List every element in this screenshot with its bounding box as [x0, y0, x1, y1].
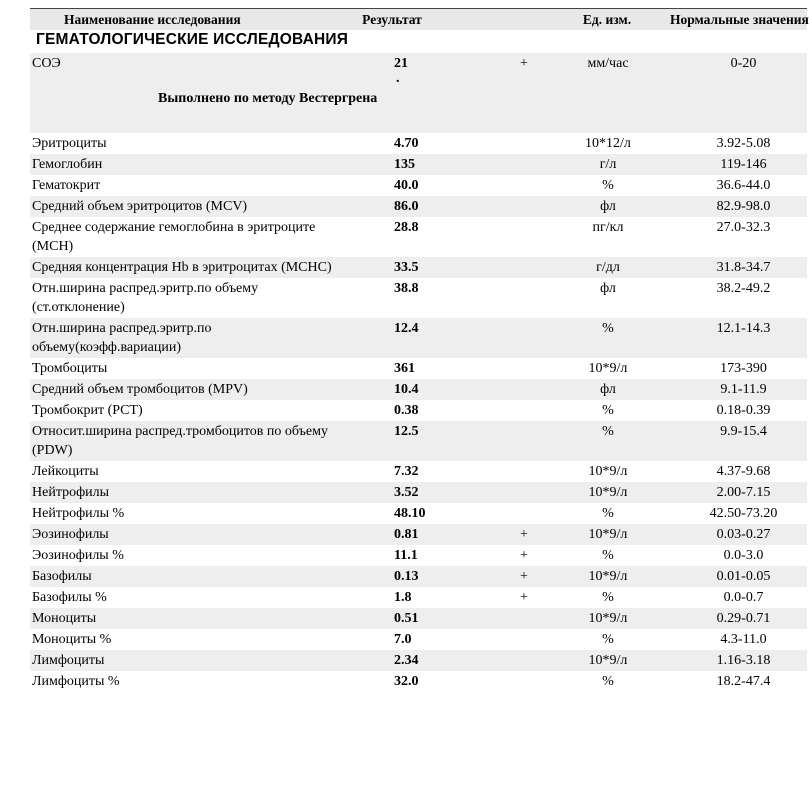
row-unit: 10*9/л — [588, 361, 628, 376]
table-row — [30, 217, 807, 257]
row-norm: 12.1-14.3 — [662, 318, 807, 358]
row-unit: 10*9/л — [552, 524, 662, 545]
soe-result: 21 — [394, 56, 408, 71]
row-norm: 4.3-11.0 — [720, 632, 767, 647]
row-result: 1.8 — [394, 590, 412, 605]
row-result: 10.4 — [332, 379, 452, 400]
row-norm: 0.0-0.7 — [723, 590, 764, 605]
row-unit: % — [602, 403, 614, 418]
row-unit: % — [602, 548, 614, 563]
table-row — [30, 545, 807, 566]
table-row — [30, 482, 807, 503]
row-norm: 3.92-5.08 — [716, 136, 771, 151]
row-norm: 42.50-73.20 — [709, 506, 778, 521]
row-unit: фл — [600, 281, 616, 296]
row-name: Базофилы % — [32, 590, 107, 605]
row-flag — [452, 278, 552, 318]
row-result — [158, 53, 452, 133]
header-name: Наименование исследования — [30, 9, 332, 31]
row-result: 2.34 — [332, 650, 452, 671]
row-name: Эритроциты — [32, 136, 107, 151]
row-name: Среднее содержание гемоглобина в эритроците (MCH) — [32, 220, 316, 254]
row-name: Нейтрофилы % — [32, 506, 125, 521]
row-unit: 10*9/л — [552, 608, 662, 629]
row-name: Тромбокрит (PCT) — [32, 403, 143, 418]
row-name: Гемоглобин — [30, 154, 332, 175]
row-result: 7.0 — [394, 632, 412, 647]
header-result: Результат — [332, 9, 452, 31]
row-norm: 27.0-32.3 — [716, 220, 771, 235]
table-row — [30, 358, 807, 379]
row-flag — [452, 154, 552, 175]
table-row — [30, 629, 807, 650]
row-result: 12.5 — [332, 421, 452, 461]
row-unit: 10*9/л — [552, 482, 662, 503]
table-row — [30, 650, 807, 671]
row-name: Гематокрит — [32, 178, 101, 193]
table-row — [30, 421, 807, 461]
row-norm: 119-146 — [662, 154, 807, 175]
row-norm: 0-20 — [662, 53, 807, 133]
row-flag — [452, 482, 552, 503]
row-flag: + — [452, 53, 552, 133]
table-row — [30, 524, 807, 545]
row-unit: мм/час — [552, 53, 662, 133]
row-norm: 2.00-7.15 — [662, 482, 807, 503]
row-flag: + — [520, 548, 528, 563]
row-name: Лимфоциты — [30, 650, 332, 671]
row-flag — [452, 608, 552, 629]
row-name: Эозинофилы % — [32, 548, 124, 563]
row-norm: 82.9-98.0 — [662, 196, 807, 217]
soe-name: СОЭ — [32, 56, 61, 71]
row-name: Эозинофилы — [30, 524, 332, 545]
row-norm: 9.9-15.4 — [662, 421, 807, 461]
row-result: 86.0 — [332, 196, 452, 217]
row-result: 38.8 — [394, 281, 419, 296]
row-flag — [452, 650, 552, 671]
row-result: 7.32 — [394, 464, 419, 479]
table-row — [30, 671, 807, 692]
table-row — [30, 566, 807, 587]
table-row — [30, 503, 807, 524]
row-unit: % — [552, 421, 662, 461]
header-unit: Ед. изм. — [552, 9, 662, 31]
row-result: 32.0 — [394, 674, 419, 689]
row-unit: г/л — [552, 154, 662, 175]
row-unit: фл — [552, 379, 662, 400]
row-name: Отн.ширина распред.эритр.по объему(коэфф.вариации) — [30, 318, 332, 358]
table-row — [30, 318, 807, 358]
row-flag — [452, 133, 552, 154]
row-result: 28.8 — [394, 220, 419, 235]
row-flag — [452, 318, 552, 358]
row-result: 361 — [394, 361, 415, 376]
row-flag: + — [452, 524, 552, 545]
table-row — [30, 133, 807, 154]
soe-dot: . — [396, 71, 400, 86]
row-unit: пг/кл — [592, 220, 624, 235]
header-flag — [452, 9, 552, 31]
row-result: 11.1 — [394, 548, 418, 563]
row-norm: 0.29-0.71 — [662, 608, 807, 629]
soe-method-note: Выполнено по методу Вестергрена — [158, 91, 378, 106]
row-name: Средний объем эритроцитов (MCV) — [30, 196, 332, 217]
table-row — [30, 587, 807, 608]
results-table — [30, 8, 807, 692]
row-norm: 31.8-34.7 — [662, 257, 807, 278]
row-flag — [452, 421, 552, 461]
row-unit: % — [602, 674, 614, 689]
row-flag — [452, 671, 552, 692]
row-flag — [452, 358, 552, 379]
table-row — [30, 461, 807, 482]
row-result: 135 — [332, 154, 452, 175]
row-unit: г/дл — [552, 257, 662, 278]
row-unit: 10*12/л — [585, 136, 631, 151]
row-unit: % — [552, 318, 662, 358]
row-name: Нейтрофилы — [30, 482, 332, 503]
row-name: Моноциты % — [32, 632, 112, 647]
row-name: Лимфоциты % — [32, 674, 120, 689]
row-flag — [452, 175, 552, 196]
row-flag — [452, 503, 552, 524]
row-result: 0.51 — [332, 608, 452, 629]
table-header-row — [30, 9, 807, 31]
table-row — [30, 608, 807, 629]
row-unit: % — [602, 632, 614, 647]
row-name: Относит.ширина распред.тромбоцитов по объему (PDW) — [30, 421, 332, 461]
table-row — [30, 175, 807, 196]
row-norm: 36.6-44.0 — [716, 178, 771, 193]
row-result: 3.52 — [332, 482, 452, 503]
row-name: Моноциты — [30, 608, 332, 629]
row-name: Средняя концентрация Hb в эритроцитах (MCHC) — [30, 257, 332, 278]
row-result: 4.70 — [394, 136, 419, 151]
row-unit: фл — [552, 196, 662, 217]
row-name: Средний объем тромбоцитов (MPV) — [30, 379, 332, 400]
row-flag — [452, 217, 552, 257]
table-row — [30, 196, 807, 217]
table-row — [30, 154, 807, 175]
row-name: Лейкоциты — [32, 464, 99, 479]
row-result: 12.4 — [332, 318, 452, 358]
row-norm: 38.2-49.2 — [716, 281, 771, 296]
row-norm: 1.16-3.18 — [662, 650, 807, 671]
table-row — [30, 400, 807, 421]
row-unit: % — [602, 590, 614, 605]
row-flag — [452, 379, 552, 400]
table-row — [30, 278, 807, 318]
row-norm: 0.03-0.27 — [662, 524, 807, 545]
row-norm: 0.01-0.05 — [662, 566, 807, 587]
table-row — [30, 257, 807, 278]
section-row — [30, 30, 807, 53]
row-norm: 9.1-11.9 — [662, 379, 807, 400]
header-norm: Нормальные значения — [662, 9, 807, 31]
row-flag — [452, 257, 552, 278]
row-flag: + — [520, 590, 528, 605]
table-row — [30, 379, 807, 400]
row-result: 0.13 — [332, 566, 452, 587]
row-norm: 18.2-47.4 — [716, 674, 771, 689]
row-name: Отн.ширина распред.эритр.по объему (ст.отклонение) — [32, 281, 259, 315]
row-flag — [452, 400, 552, 421]
row-name: Тромбоциты — [32, 361, 108, 376]
row-unit: 10*9/л — [552, 566, 662, 587]
row-flag — [452, 629, 552, 650]
table-row-soe — [30, 53, 807, 133]
row-name: Базофилы — [30, 566, 332, 587]
section-title: ГЕМАТОЛОГИЧЕСКИЕ ИССЛЕДОВАНИЯ — [30, 30, 807, 53]
row-norm: 173-390 — [720, 361, 767, 376]
row-norm: 0.18-0.39 — [716, 403, 771, 418]
row-result: 33.5 — [332, 257, 452, 278]
row-result: 40.0 — [394, 178, 419, 193]
row-norm: 4.37-9.68 — [716, 464, 771, 479]
row-unit: 10*9/л — [588, 464, 628, 479]
row-norm: 0.0-3.0 — [723, 548, 764, 563]
row-flag — [452, 461, 552, 482]
row-unit: 10*9/л — [552, 650, 662, 671]
row-unit: % — [602, 506, 614, 521]
row-result: 0.81 — [332, 524, 452, 545]
row-flag: + — [452, 566, 552, 587]
row-result: 48.10 — [394, 506, 426, 521]
row-result: 0.38 — [394, 403, 419, 418]
row-unit: % — [602, 178, 614, 193]
row-flag — [452, 196, 552, 217]
